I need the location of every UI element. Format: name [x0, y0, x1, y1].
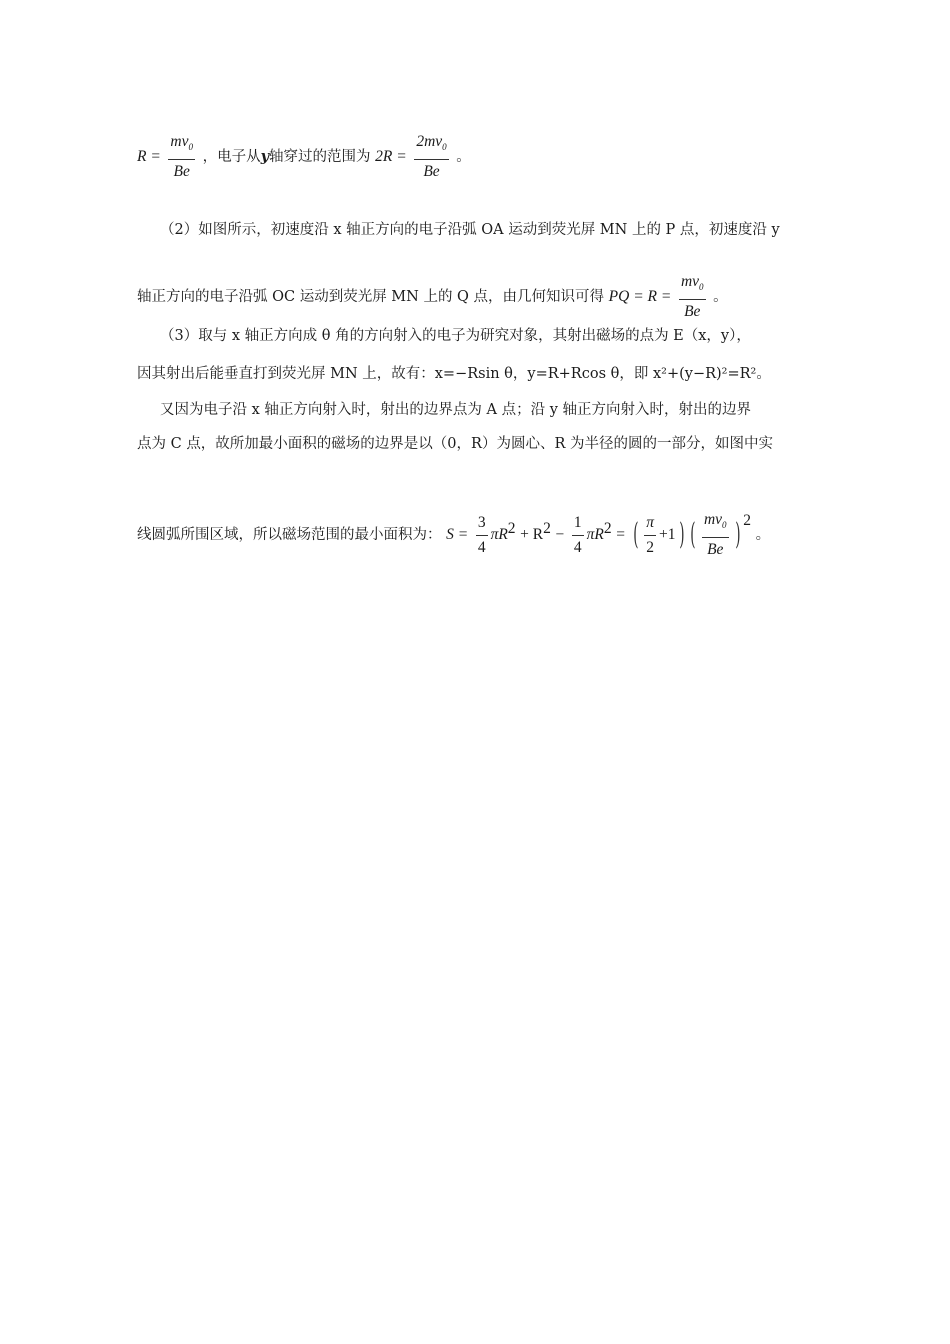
paragraph-2-line-2: [137, 272, 728, 322]
paragraph-4-line-3: 线圆弧所围区域，所以磁场范围的最小面积为： S = $\frac{3}{4}$ $\pi R^2 + R^2$ − $\frac{1}{4}$ $\pi R^2$ = ( $\frac{\pi}{2}$ +1 ) ( $\frac{mv_0}{Be}$ ) $^2$ 。: [137, 511, 771, 559]
period: 。: [713, 289, 728, 306]
paragraph-4-line-2: 点为 C 点，故所加最小面积的磁场的边界是以（0，R）为圆心、R 为半径的圆的一部分，如图中实: [137, 436, 773, 452]
period: 。: [755, 527, 771, 544]
plus-r-term: + R: [520, 526, 544, 544]
formula-line-radius: [137, 132, 471, 182]
pi-r-term: πR: [586, 526, 604, 544]
text-segment: 轴正方向的电子沿弧 OC 运动到荧光屏 MN 上的 Q 点，由几何知识可得: [137, 289, 605, 306]
s-equals: S =: [446, 526, 469, 544]
minus-sign: −: [555, 526, 565, 544]
plus-one: +1: [659, 526, 676, 544]
equals-sign: =: [616, 526, 625, 544]
fraction-mv0-over-be: $\frac{mv_0}{Be}$: [170, 133, 193, 181]
paragraph-3-line-1: （3）取与 x 轴正方向成 θ 角的方向射入的电子为研究对象，其射出磁场的点为 E（x，y），: [160, 328, 751, 344]
fraction-mv0-over-be: $\frac{mv_0}{Be}$: [703, 511, 727, 559]
period: 。: [456, 149, 471, 166]
text-segment: 轴穿过的范围为: [269, 149, 371, 166]
fraction-3-over-4: $\frac{3}{4}$: [477, 513, 486, 556]
text-segment: 线圆弧所围区域，所以磁场范围的最小面积为：: [137, 527, 442, 544]
right-paren: ): [734, 517, 741, 553]
fraction-mv0-over-be: $\frac{mv_0}{Be}$: [680, 273, 704, 321]
left-paren: (: [690, 517, 696, 553]
left-paren: (: [632, 517, 639, 553]
paragraph-3-line-2: 因其射出后能垂直打到荧光屏 MN 上，故有：x=−Rsin θ，y=R+Rcos θ，即 x²+(y−R)²=R²。: [137, 366, 771, 382]
right-paren: ): [678, 517, 685, 553]
fraction-pi-over-2: $\frac{\pi}{2}$: [646, 513, 655, 556]
two-r-equals: 2R =: [375, 148, 407, 166]
pi-r-term: πR: [490, 526, 508, 544]
fraction-1-over-4: $\frac{1}{4}$: [573, 513, 582, 556]
fraction-2mv0-over-be: $\frac{2mv_0}{Be}$: [416, 133, 447, 181]
paragraph-2-line-1: （2）如图所示，初速度沿 x 轴正方向的电子沿弧 OA 运动到荧光屏 MN 上的 P 点，初速度沿 y: [160, 222, 780, 238]
text-segment: ，电子从: [202, 149, 261, 166]
y-variable: y: [260, 148, 270, 166]
r-equals: R =: [137, 148, 161, 166]
paragraph-4-line-1: 又因为电子沿 x 轴正方向射入时，射出的边界点为 A 点；沿 y 轴正方向射入时，射出的边界: [160, 402, 751, 418]
pq-equals-r: PQ = R =: [608, 288, 672, 306]
